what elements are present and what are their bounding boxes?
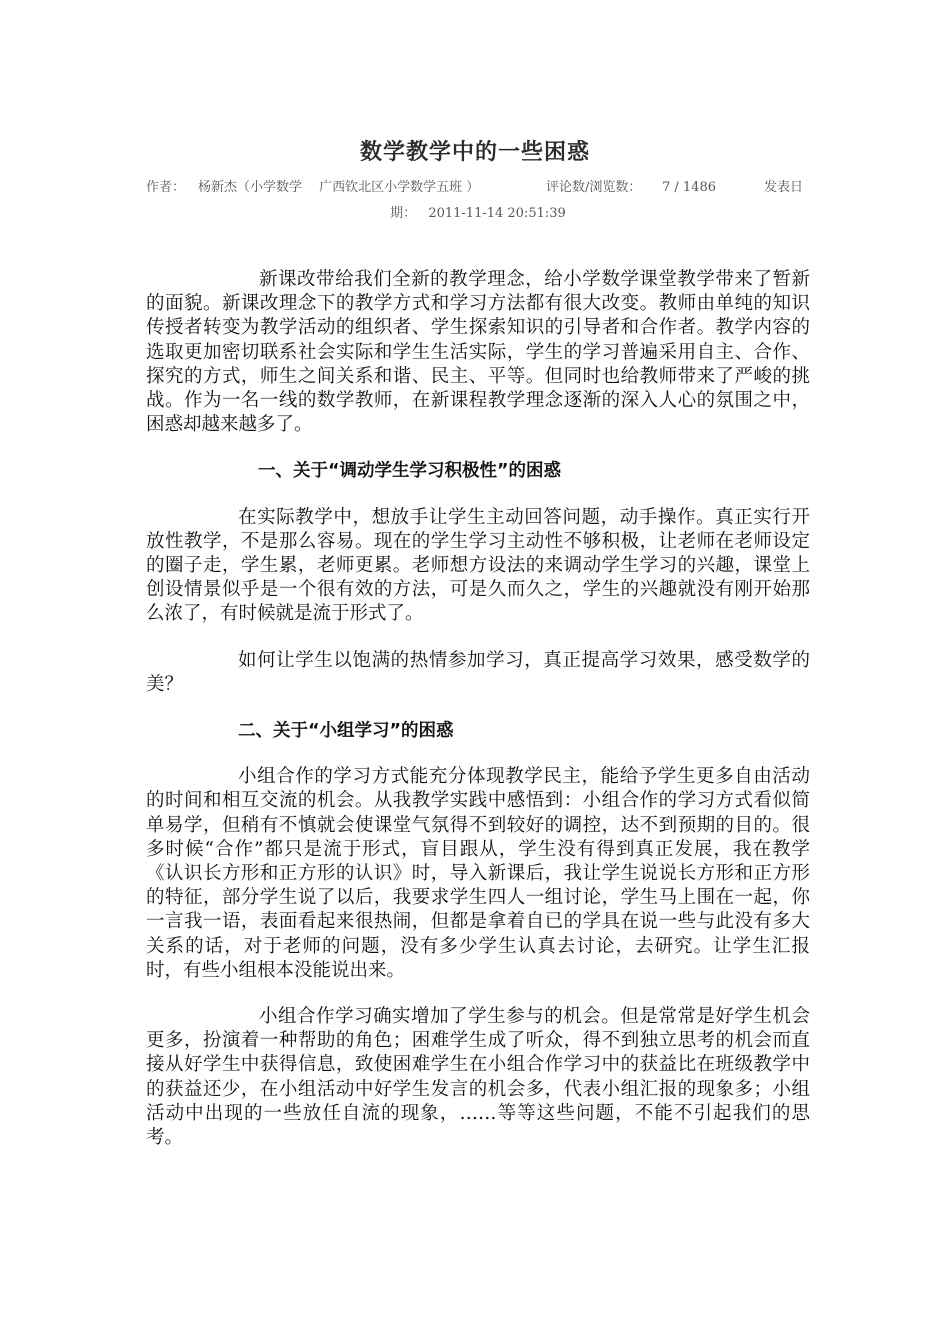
section-heading-2: 二、关于“小组学习”的困惑 — [238, 721, 454, 742]
article-title: 数学教学中的一些困惑 — [359, 140, 590, 165]
author-label: 作者： — [146, 180, 186, 195]
article-meta-line-2 — [146, 201, 810, 227]
section-heading-1: 一、关于“调动学生学习积极性”的困惑 — [258, 461, 562, 482]
stats-value: 7 / 1486 — [662, 180, 716, 195]
section1-paragraph-1: 在实际教学中，想放手让学生主动回答问题，动手操作。真正实行开放性教学，不是那么容易。现在的学生学习主动性不够积极，让老师在老师设定的圈子走，学生累，老师更累。老师想方设法的来调动学生学习的兴趣，课堂上创设情景似乎是一个很有效的方法，可是久而久之，学生的兴趣就没有刚开始那么浓了，有时候就是流于形式了。 — [146, 506, 810, 625]
intro-paragraph: 新课改带给我们全新的教学理念，给小学数学课堂教学带来了暂新的面貌。新课改理念下的教学方式和学习方法都有很大改变。教师由单纯的知识传授者转变为教学活动的组织者、学生探索知识的引导者和合作者。教学内容的选取更加密切联系社会实际和学生生活实际，学生的学习普遍采用自主、合作、探究的方式，师生之间关系和谐、民主、平等。但同时也给教师带来了严峻的挑战。作为一名一线的数学教师，在新课程教学理念逐渐的深入人心的氛围之中，困惑却越来越多了。 — [146, 269, 810, 436]
section2-paragraph-1: 小组合作的学习方式能充分体现教学民主，能给予学生更多自由活动的时间和相互交流的机会。从我教学实践中感悟到：小组合作的学习方式看似简单易学，但稍有不慎就会使课堂气氛得不到较好的调控，达不到预期的目的。很多时候“合作”都只是流于形式，盲目跟从，学生没有得到真正发展，我在教学《认识长方形和正方形的认识》时，导入新课后，我让学生说说长方形和正方形的特征，部分学生说了以后，我要求学生四人一组讨论，学生马上围在一起，你一言我一语，表面看起来很热闹，但都是拿着自已的学具在说一些与此没有多大关系的话，对于老师的问题，没有多少学生认真去讨论，去研究。让学生汇报时，有些小组根本没能说出来。 — [146, 766, 810, 981]
author-value: 杨新杰（小学数学 广西钦北区小学数学五班 ） — [198, 180, 480, 195]
section1-paragraph-2: 如何让学生以饱满的热情参加学习，真正提高学习效果，感受数学的美？ — [146, 649, 810, 695]
date-label-part2: 期： — [390, 206, 417, 221]
section2-paragraph-2: 小组合作学习确实增加了学生参与的机会。但是常常是好学生机会更多，扮演着一种帮助的角色；困难学生成了听众，得不到独立思考的机会而直接从好学生中获得信息，致使困难学生在小组合作学习中的获益比在班级教学中的获益还少，在小组活动中好学生发言的机会多，代表小组汇报的现象多；小组活动中出现的一些放任自流的现象，……等等这些问题，不能不引起我们的思考。 — [146, 1006, 810, 1149]
date-value: 2011-11-14 20:51:39 — [428, 206, 566, 221]
date-label-part1: 发表日 — [764, 180, 804, 195]
stats-label: 评论数/浏览数： — [546, 180, 642, 195]
article-body — [146, 268, 810, 1172]
